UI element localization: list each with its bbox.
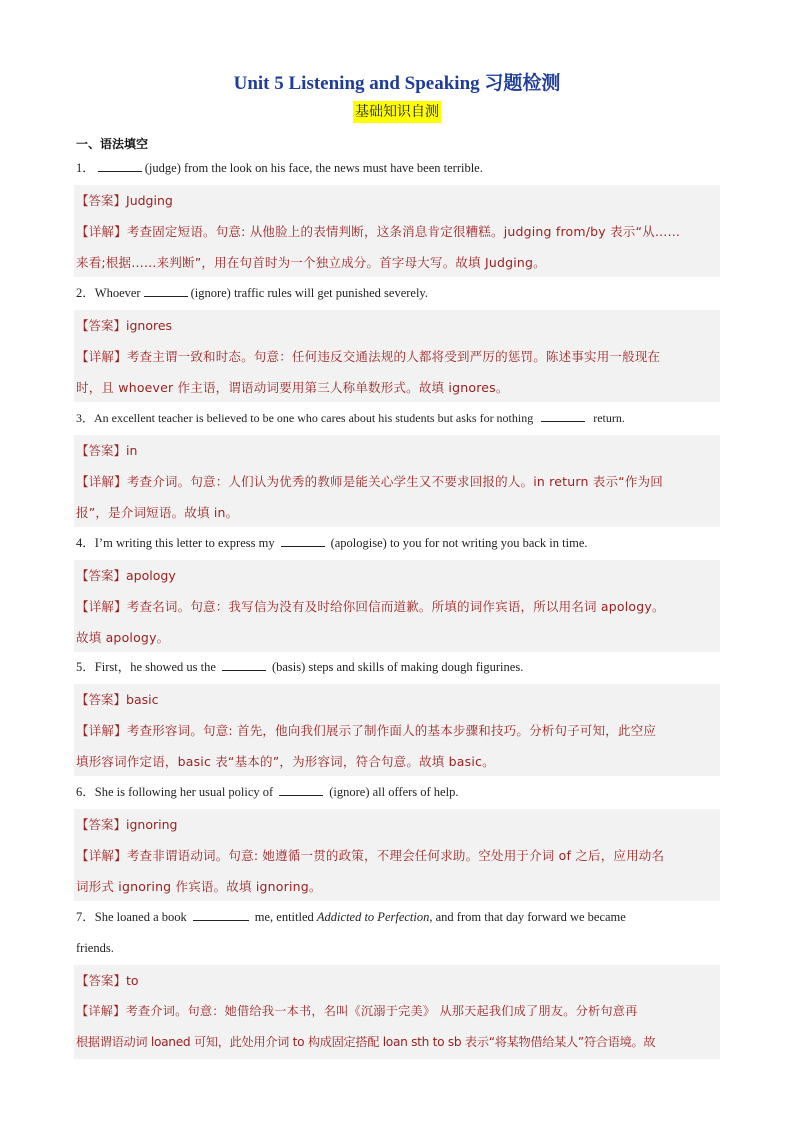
explain-label: 【详解】 [76,848,127,863]
answer-label: 【答案】 [76,318,127,333]
answer-label: 【答案】 [76,692,127,707]
explanation-5 [76,715,720,777]
question-text: return. [593,411,625,425]
answer-7 [76,965,718,996]
explain-line: 考查主谓一致和时态。句意：任何违反交通法规的人都将受到严厉的惩罚。陈述事实用一般现在 [126,349,661,364]
explanation-2 [76,341,720,403]
answer-value: in [126,443,138,458]
question-5 [76,652,718,683]
answer-blank [222,656,266,671]
question-text: She loaned a book [94,910,187,924]
question-text: An excellent teacher is believed to be one who cares about his students but asks for nothing [94,411,534,425]
answer-blank [541,407,585,422]
answer-blank [98,157,142,172]
explain-line: 考查名词。句意：我写信为没有及时给你回信而道歉。所填的词作宾语，所以用名词 apology。 [126,599,665,614]
explanation-3 [76,466,720,528]
explain-label: 【详解】 [76,349,127,364]
answer-4 [76,560,718,591]
answer-blank [144,282,188,297]
answer-value: basic [126,692,159,707]
explanation-1 [76,216,720,278]
explanation-7 [76,996,720,1058]
subtitle-wrap [74,101,720,123]
answer-blank [281,532,325,547]
book-title: Addicted to Perfection [316,910,430,924]
explain-label: 【详解】 [76,723,127,738]
answer-1 [76,185,718,216]
question-number: 7． [76,910,95,924]
question-number: 6． [76,785,95,799]
answer-label: 【答案】 [76,443,127,458]
question-text: friends. [76,941,114,955]
question-text: (ignore) all offers of help. [329,785,459,799]
question-text: (judge) from the look on his face, the news must have been terrible. [144,161,483,175]
answer-3 [76,435,718,466]
question-1 [76,153,718,184]
answer-5 [76,684,718,715]
question-text: I’m writing this letter to express my [94,536,275,550]
question-text: , and from that day forward we became [429,910,626,924]
explain-label: 【详解】 [76,474,127,489]
explain-label: 【详解】 [76,1004,126,1018]
explain-line: 来看;根据……来判断”，用在句首时为一个独立成分。首字母大写。故填 Judging。 [76,255,546,270]
explain-line: 考查介词。句意：人们认为优秀的教师是能关心学生又不要求回报的人。in return 表示“作为回 [126,474,663,489]
question-text: She is following her usual policy of [94,785,274,799]
explain-line: 填形容词作定语，basic 表“基本的”，为形容词，符合句意。故填 basic。 [76,754,495,769]
question-number: 2． [76,286,95,300]
explain-line: 根据谓语动词 loaned 可知，此处用介词 to 构成固定搭配 loan sth to sb 表示“将某物借给某人”符合语境。故 [76,1035,656,1049]
page-title: Unit 5 Listening and Speaking 习题检测 [233,73,561,94]
explain-line: 考查形容词。句意: 首先，他向我们展示了制作面人的基本步骤和技巧。分析句子可知，此空应 [126,723,657,738]
answer-blank [279,781,323,796]
page-subtitle: 基础知识自测 [353,101,441,123]
question-text: (ignore) traffic rules will get punished severely. [190,286,428,300]
section-title: 一、语法填空 [76,137,149,151]
answer-value: to [126,973,139,988]
answer-label: 【答案】 [76,973,127,988]
explain-line: 时，且 whoever 作主语，谓语动词要用第三人称单数形式。故填 ignores。 [76,380,509,395]
explanation-6 [76,840,720,902]
question-number: 5． [76,660,95,674]
explain-label: 【详解】 [76,224,127,239]
question-text: (apologise) to you for not writing you back in time. [330,536,588,550]
question-number: 3． [76,411,95,425]
question-3 [76,403,718,434]
answer-value: ignoring [126,817,178,832]
question-text: me, entitled [254,910,314,924]
explain-line: 考查非谓语动词。句意: 她遵循一贯的政策，不理会任何求助。空处用于介词 of 之后，应用动名 [126,848,665,863]
explanation-4 [76,591,720,653]
answer-label: 【答案】 [76,817,127,832]
question-4 [76,528,718,559]
explain-label: 【详解】 [76,599,127,614]
explain-line: 故填 apology。 [76,630,170,645]
question-text: (basis) steps and skills of making dough figurines. [271,660,524,674]
answer-label: 【答案】 [76,568,127,583]
answer-value: Judging [126,193,173,208]
explain-line: 考查介词。句意：她借给我一本书，名叫《沉溺于完美》 从那天起我们成了朋友。分析句意再 [125,1004,638,1018]
explain-line: 考查固定短语。句意: 从他脸上的表情判断，这条消息肯定很糟糕。judging from/by 表示“从…… [126,224,681,239]
question-2 [76,278,718,309]
explain-line: 报”，是介词短语。故填 in。 [76,505,239,520]
question-number: 1． [76,161,95,175]
question-text: First，he showed us the [94,660,216,674]
question-number: 4． [76,536,95,550]
answer-2 [76,310,718,341]
answer-label: 【答案】 [76,193,127,208]
question-7 [76,902,718,964]
question-text: Whoever [94,286,141,300]
answer-blank [193,906,249,921]
answer-value: ignores [126,318,173,333]
answer-6 [76,809,718,840]
question-6 [76,777,718,808]
explain-line: 词形式 ignoring 作宾语。故填 ignoring。 [76,879,322,894]
answer-value: apology [126,568,176,583]
